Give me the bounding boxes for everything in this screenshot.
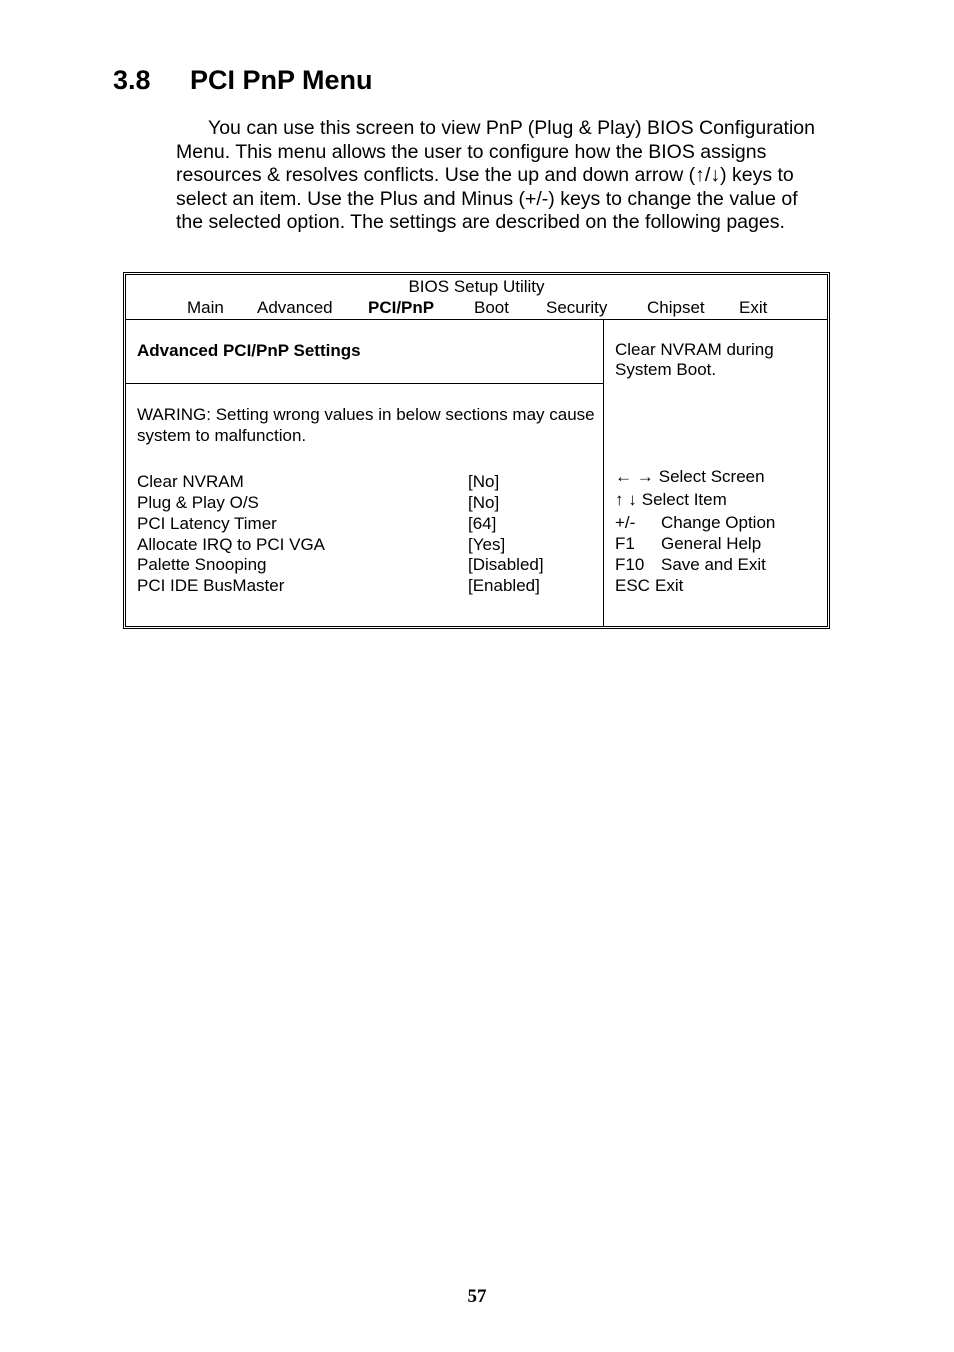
tab-boot[interactable]: Boot xyxy=(474,298,509,317)
setting-label: Palette Snooping xyxy=(137,555,267,574)
item-help-text: Clear NVRAM during System Boot. xyxy=(615,340,774,379)
setting-value[interactable]: [Disabled] xyxy=(468,555,544,574)
intro-paragraph xyxy=(176,117,816,235)
tab-security[interactable]: Security xyxy=(546,298,608,317)
tab-chipset[interactable]: Chipset xyxy=(647,298,705,317)
help-pane xyxy=(604,320,827,626)
settings-pane xyxy=(126,320,604,626)
tab-pci-pnp[interactable]: PCI/PnP xyxy=(368,298,435,317)
setting-value[interactable]: [No] xyxy=(468,472,500,491)
settings-section-title: Advanced PCI/PnP Settings xyxy=(137,341,361,360)
left-right-arrows-icon: ← → xyxy=(615,467,654,486)
section-heading xyxy=(113,62,373,98)
setting-label: Plug & Play O/S xyxy=(137,493,259,512)
section-divider xyxy=(126,383,603,384)
key-help-save-exit: F10 Save and Exit xyxy=(615,555,766,574)
setting-label: Clear NVRAM xyxy=(137,472,244,491)
setting-label: PCI IDE BusMaster xyxy=(137,576,285,595)
key-help-select-item: ↑ ↓ Select Item xyxy=(615,490,727,509)
intro-text: You can use this screen to view PnP (Plug & Play) BIOS Configuration Menu. This menu allows the user to configure how the BIOS assigns resources & resolves conflicts. Use the up and down arrow (↑/↓) keys to select an item. Use the Plus and Minus (+/-) keys to change the value of the selected option. The settings are described on the following pages. xyxy=(176,117,815,234)
key-help-select-screen: ← → Select Screen xyxy=(615,467,765,486)
up-down-arrows-icon: ↑ ↓ xyxy=(615,490,637,509)
tab-main[interactable]: Main xyxy=(187,298,224,317)
page-number: 57 xyxy=(467,1286,487,1307)
tab-advanced[interactable]: Advanced xyxy=(257,298,333,317)
setting-value[interactable]: [Enabled] xyxy=(468,576,540,595)
setting-value[interactable]: [No] xyxy=(468,493,500,512)
tab-exit[interactable]: Exit xyxy=(739,298,768,317)
warning-text: WARING: Setting wrong values in below sections may cause system to malfunction. xyxy=(137,405,595,445)
bios-setup-screen xyxy=(123,272,830,629)
section-number: 3.8 xyxy=(113,65,151,95)
setting-label: PCI Latency Timer xyxy=(137,514,277,533)
bios-title: BIOS Setup Utility xyxy=(408,277,545,296)
bios-header xyxy=(126,275,827,320)
section-title: PCI PnP Menu xyxy=(190,65,373,95)
key-help-change-option: +/- Change Option xyxy=(615,513,776,532)
key-help-general-help: F1 General Help xyxy=(615,534,762,553)
setting-label: Allocate IRQ to PCI VGA xyxy=(137,535,326,554)
setting-value[interactable]: [Yes] xyxy=(468,535,506,554)
setting-value[interactable]: [64] xyxy=(468,514,497,533)
key-help-exit: ESC Exit xyxy=(615,576,684,595)
